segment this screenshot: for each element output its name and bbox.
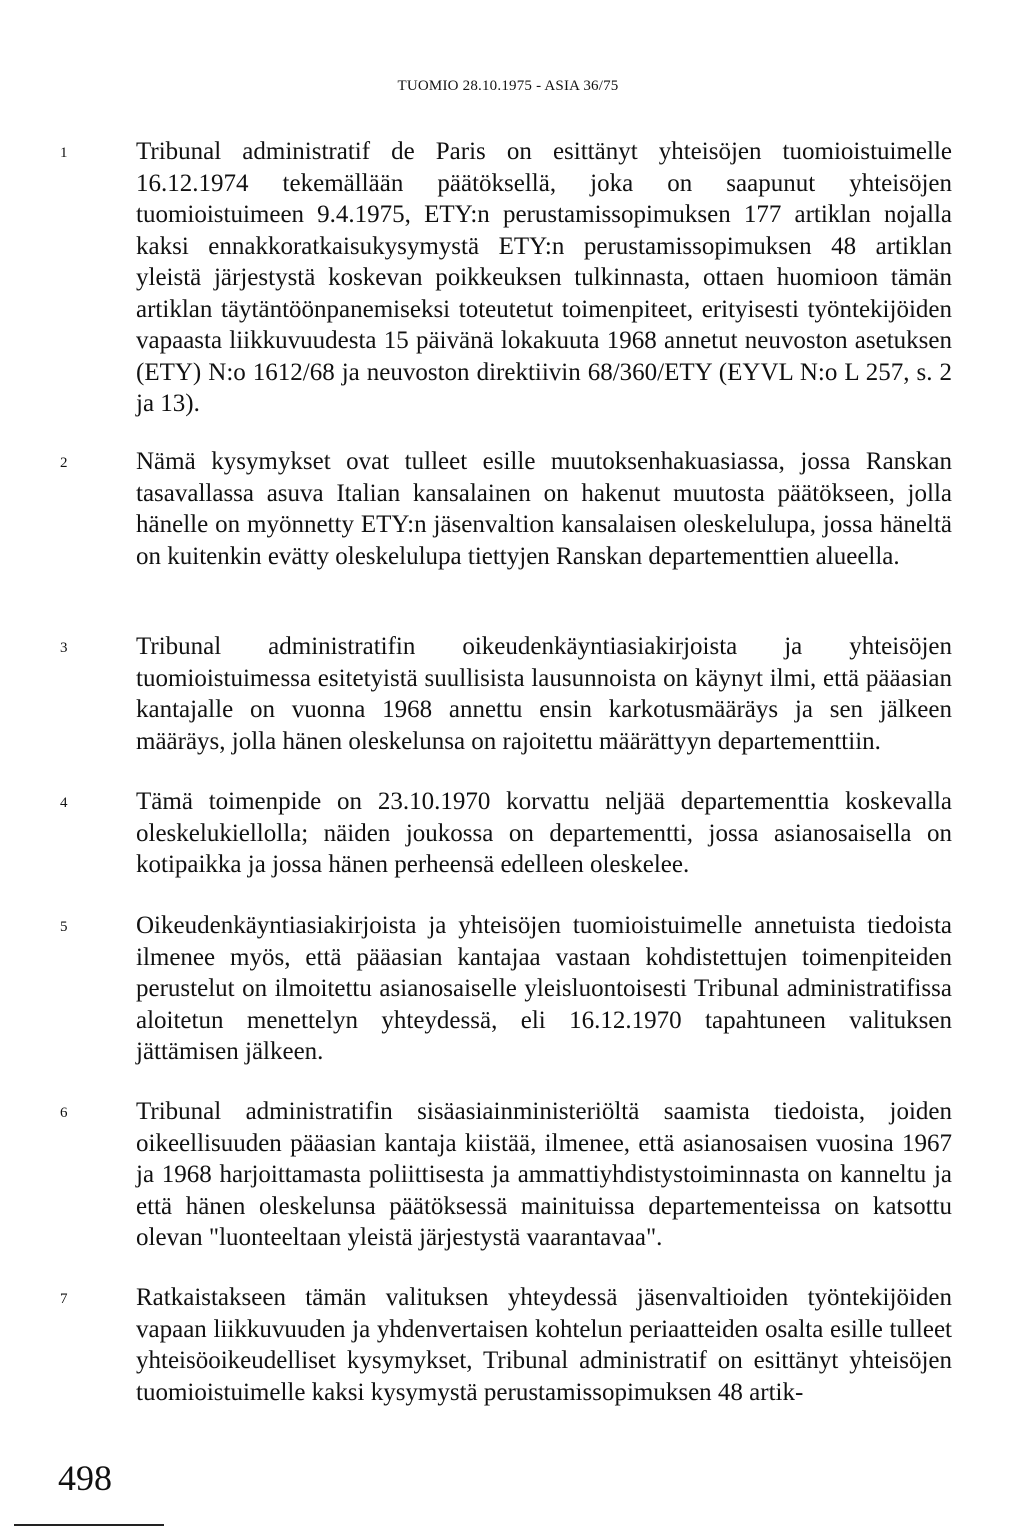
paragraph-number: 6 <box>60 1105 68 1121</box>
paragraph-number: 2 <box>60 455 68 471</box>
paragraph-number: 1 <box>60 145 68 161</box>
paragraph-6: Tribunal administratifin sisäasiainministeriöltä saamista tiedoista, joiden oikeellisuuden pääasian kantaja kiistää, ilmenee, että asianosaisen vuosina 1967 ja 1968 harjoittamasta poliittisesta ja ammattiyhdistystoiminnasta on kanneltu ja että hänen oleskelunsa päätöksessä mainituissa departementeissa on katsottu olevan "luonteeltaan yleistä järjestystä vaarantavaa". <box>136 1098 952 1251</box>
page-number: 498 <box>58 1458 112 1498</box>
paragraph-number: 3 <box>60 640 68 656</box>
paragraph-number: 4 <box>60 795 68 811</box>
footer-rule <box>14 1524 164 1526</box>
running-header: TUOMIO 28.10.1975 - ASIA 36/75 <box>397 78 619 94</box>
paragraph-number: 7 <box>60 1291 68 1307</box>
paragraph-1: Tribunal administratif de Paris on esittänyt yhteisöjen tuomioistuimelle 16.12.1974 tekemällään päätöksellä, joka on saapunut yhteisöjen tuomioistuimeen 9.4.1975, ETY:n perustamissopimuksen 177 artiklan nojalla kaksi ennakkoratkaisukysymystä ETY:n perustamissopimuksen 48 artiklan yleistä järjestystä koskevan poikkeuksen tulkinnasta, ottaen huomioon tämän artiklan täytäntöönpanemiseksi toteutetut toimenpiteet, erityisesti työntekijöiden vapaasta liikkuvuudesta 15 päivänä lokakuuta 1968 annetut neuvoston asetuksen (ETY) N:o 1612/68 ja neuvoston direktiivin 68/360/ETY (EYVL N:o L 257, s. 2 ja 13). <box>136 138 952 417</box>
paragraph-5: Oikeudenkäyntiasiakirjoista ja yhteisöjen tuomioistuimelle annetuista tiedoista ilmenee myös, että pääasian kantajaa vastaan kohdistettujen toimenpiteiden perustelut on ilmoitettu asianosaiselle yleisluontoisesti Tribunal administratifissa aloitetun menettelyn yhteydessä, eli 16.12.1970 tapahtuneen valituksen jättämisen jälkeen. <box>136 912 952 1065</box>
paragraph-number: 5 <box>60 919 68 935</box>
paragraph-7: Ratkaistakseen tämän valituksen yhteydessä jäsenvaltioiden työntekijöiden vapaan liikkuvuuden ja yhdenvertaisen kohtelun periaatteiden osalta esille tulleet yhteisöoikeudelliset kysymykset, Tribunal administratif on esittänyt yhteisöjen tuomioistuimelle kaksi kysymystä perustamissopimuksen 48 artik- <box>136 1284 952 1406</box>
paragraph-4: Tämä toimenpide on 23.10.1970 korvattu neljää departementtia koskevalla oleskelukiellolla; näiden joukossa on departementti, jossa asianosaisella on kotipaikka ja jossa hänen perheensä edelleen oleskelee. <box>136 788 952 878</box>
paragraph-2: Nämä kysymykset ovat tulleet esille muutoksenhakuasiassa, jossa Ranskan tasavallassa asuva Italian kansalainen on hakenut muutosta päätökseen, jolla hänelle on myönnetty ETY:n jäsenvaltion kansalaisen oleskelulupa, jossa häneltä on kuitenkin evätty oleskelulupa tiettyjen Ranskan departementtien alueella. <box>136 448 952 570</box>
paragraph-3: Tribunal administratifin oikeudenkäyntiasiakirjoista ja yhteisöjen tuomioistuimessa esitetyistä suullisista lausunnoista on käynyt ilmi, että pääasian kantajalle on vuonna 1968 annettu ensin karkotusmääräys ja sen jälkeen määräys, jolla hänen oleskelunsa on rajoitettu määrättyyn departementtiin. <box>136 633 952 755</box>
